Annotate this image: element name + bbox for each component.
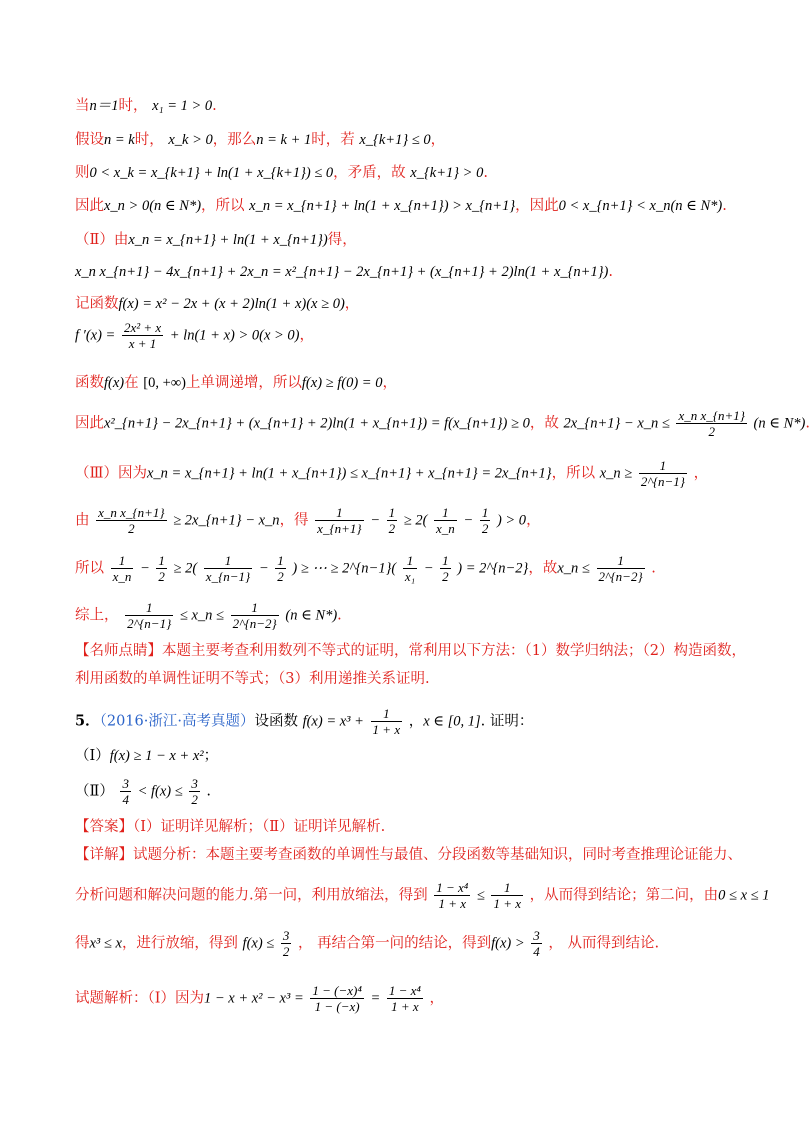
analysis-line: 【详解】试题分析：本题主要考查函数的单调性与最值、分段函数等基础知识，同时考查推理论证能力、 xyxy=(75,847,742,863)
derivative-line: f ′(x) = $\frac{\text{2x² + x}}{x + 1}$ + ln(1 + x) > 0(x > 0)， xyxy=(75,320,314,351)
fraction: $\frac{1}{x\_\{n+1\}}$ xyxy=(317,505,362,536)
fraction: $\frac{3}{4}$ xyxy=(122,776,129,807)
fraction: $\frac{\text{1 − x⁴}}{1 + x}$ xyxy=(436,880,469,911)
fraction: $\frac{\text{2x² + x}}{x + 1}$ xyxy=(123,320,162,351)
fraction: $\frac{1}{2}$ xyxy=(481,505,489,536)
fraction: $\frac{1}{x\_n}$ xyxy=(112,553,132,584)
text-line: （Ⅲ）因为x_n = x_{n+1} + ln(1 + x_{n+1}) ≤ x_{n+1} + x_{n+1} = 2x_{n+1}，所以 x_n ≥ $\frac{1}{2\^{}\{n-1\}}$ ， xyxy=(75,458,709,489)
fraction: $\frac{1}{2}$ xyxy=(158,553,165,584)
fraction: $\frac{1}{2}$ xyxy=(388,505,396,536)
fraction: $\frac{1}{x\_n}$ xyxy=(436,505,455,536)
fraction: $\frac{1}{2\^{}\{n-1\}}$ xyxy=(640,458,685,489)
tip-line: 【名师点睛】本题主要考查利用数列不等式的证明，常利用以下方法：（1）数学归纳法；（2）构造函数， xyxy=(75,643,746,659)
text-line: 由 $\frac{\text{x\_n x\_\{n+1\}}}{2}$ ≥ 2x_{n+1} − x_n，得 $\frac{1}{x\_\{n+1\}}$ − $\frac{1}{2}$ ≥ 2( $\frac{1}{x\_n}$ − $\frac{1}{2}$ ) > 0， xyxy=(75,505,541,536)
text-line: 则0 < x_k = x_{k+1} + ln(1 + x_{k+1}) ≤ 0，矛盾，故 x_{k+1} > 0. xyxy=(75,165,488,181)
fraction: $\frac{1}{1 + x}$ xyxy=(493,880,522,911)
fraction: $\frac{1}{\text{x₁}}$ xyxy=(404,553,416,584)
text-line: 函数f(x)在 [0, +∞)上单调递增，所以f(x) ≥ f(0) = 0， xyxy=(75,375,397,391)
analysis-line: 分析问题和解决问题的能力.第一问，利用放缩法，得到 $\frac{\text{1 − x⁴}}{1 + x}$ ≤ $\frac{1}{1 + x}$ ，从而得到结论；第二问，由0 ≤ x ≤ 1 xyxy=(75,880,770,911)
text-line: 综上， $\frac{1}{2\^{}\{n-1\}}$ ≤ x_n ≤ $\frac{1}{2\^{}\{n-2\}}$ (n ∈ N*). xyxy=(75,600,342,631)
text-line: 因此x²_{n+1} − 2x_{n+1} + (x_{n+1} + 2)ln(1 + x_{n+1}) = f(x_{n+1}) ≥ 0，故 2x_{n+1} − x_n ≤ $\frac{\text{x\_n x\_\{n+1\}}}{2}$ (n ∈ N*). xyxy=(75,408,810,439)
problem-part: （Ⅰ）f(x) ≥ 1 − x + x²； xyxy=(75,748,219,764)
fraction: $\frac{\text{1 − x⁴}}{1 + x}$ xyxy=(388,983,421,1014)
tip-line: 利用函数的单调性证明不等式；（3）利用递推关系证明. xyxy=(75,671,430,687)
text-line: 因此x_n > 0(n ∈ N*)，所以 x_n = x_{n+1} + ln(1 + x_{n+1}) > x_{n+1}，因此0 < x_{n+1} < x_n(n ∈ N*). xyxy=(75,198,727,214)
fraction: $\frac{\text{x\_n x\_\{n+1\}}}{2}$ xyxy=(98,505,165,536)
fraction: $\frac{1}{2\^{}\{n-2\}}$ xyxy=(598,553,643,584)
fraction: $\frac{3}{4}$ xyxy=(533,928,540,959)
fraction: $\frac{3}{2}$ xyxy=(191,776,198,807)
problem-part: （Ⅱ） $\frac{3}{4}$ < f(x) ≤ $\frac{3}{2}$ . xyxy=(75,776,212,807)
equation-line: x_n x_{n+1} − 4x_{n+1} + 2x_n = x²_{n+1} − 2x_{n+1} + (x_{n+1} + 2)ln(1 + x_{n+1}). xyxy=(75,264,613,280)
fraction: $\frac{1}{1 + x}$ xyxy=(372,706,401,737)
fraction: $\frac{1}{2}$ xyxy=(277,553,284,584)
fraction: $\frac{\text{1 − (−x)⁴}}{1 - (-x)}$ xyxy=(312,983,362,1014)
fraction: $\frac{3}{2}$ xyxy=(282,928,290,959)
text-line: 记函数f(x) = x² − 2x + (x + 2)ln(1 + x)(x ≥ 0)， xyxy=(75,296,360,312)
fraction: $\frac{\text{x\_n x\_\{n+1\}}}{2}$ xyxy=(678,408,745,439)
problem-title: 5．（2016·浙江·高考真题）设函数 f(x) = x³ + $\frac{1}{1 + x}$ ，x ∈ [0, 1]. 证明： xyxy=(75,706,534,737)
text-line: 当n＝1时， x₁ = 1 > 0. xyxy=(75,98,217,114)
answer-line: 【答案】（Ⅰ）证明详见解析；（Ⅱ）证明详见解析. xyxy=(75,819,386,835)
fraction: $\frac{1}{x\_\{n-1\}}$ xyxy=(205,553,251,584)
text-line: （Ⅱ）由x_n = x_{n+1} + ln(1 + x_{n+1})得， xyxy=(75,232,357,248)
analysis-line: 得x³ ≤ x，进行放缩，得到 f(x) ≤ $\frac{3}{2}$ ， 再结合第一问的结论，得到f(x) > $\frac{3}{4}$ ， 从而得到结论. xyxy=(75,928,660,959)
fraction: $\frac{1}{2\^{}\{n-1\}}$ xyxy=(127,600,172,631)
text-line: 所以 $\frac{1}{x\_n}$ − $\frac{1}{2}$ ≥ 2( $\frac{1}{x\_\{n-1\}}$ − $\frac{1}{2}$ ) ≥ ⋯ ≥ 2^{n−1}( $\frac{1}{\text{x₁}}$ − $\frac{1}{2}$ ) = 2^{n−2}，故x_n ≤ $\frac{1}{2\^{}\{n-2\}}$ . xyxy=(75,553,656,584)
fraction: $\frac{1}{2\^{}\{n-2\}}$ xyxy=(232,600,277,631)
text-line: 假设n = k时， x_k > 0，那么n = k + 1时，若 x_{k+1} ≤ 0， xyxy=(75,132,446,148)
fraction: $\frac{1}{2}$ xyxy=(442,553,449,584)
solution-line: 试题解析：（Ⅰ）因为1 − x + x² − x³ = $\frac{\text{1 − (−x)⁴}}{1 - (-x)}$ = $\frac{\text{1 − x⁴}}{1 + x}$ ， xyxy=(75,983,445,1014)
